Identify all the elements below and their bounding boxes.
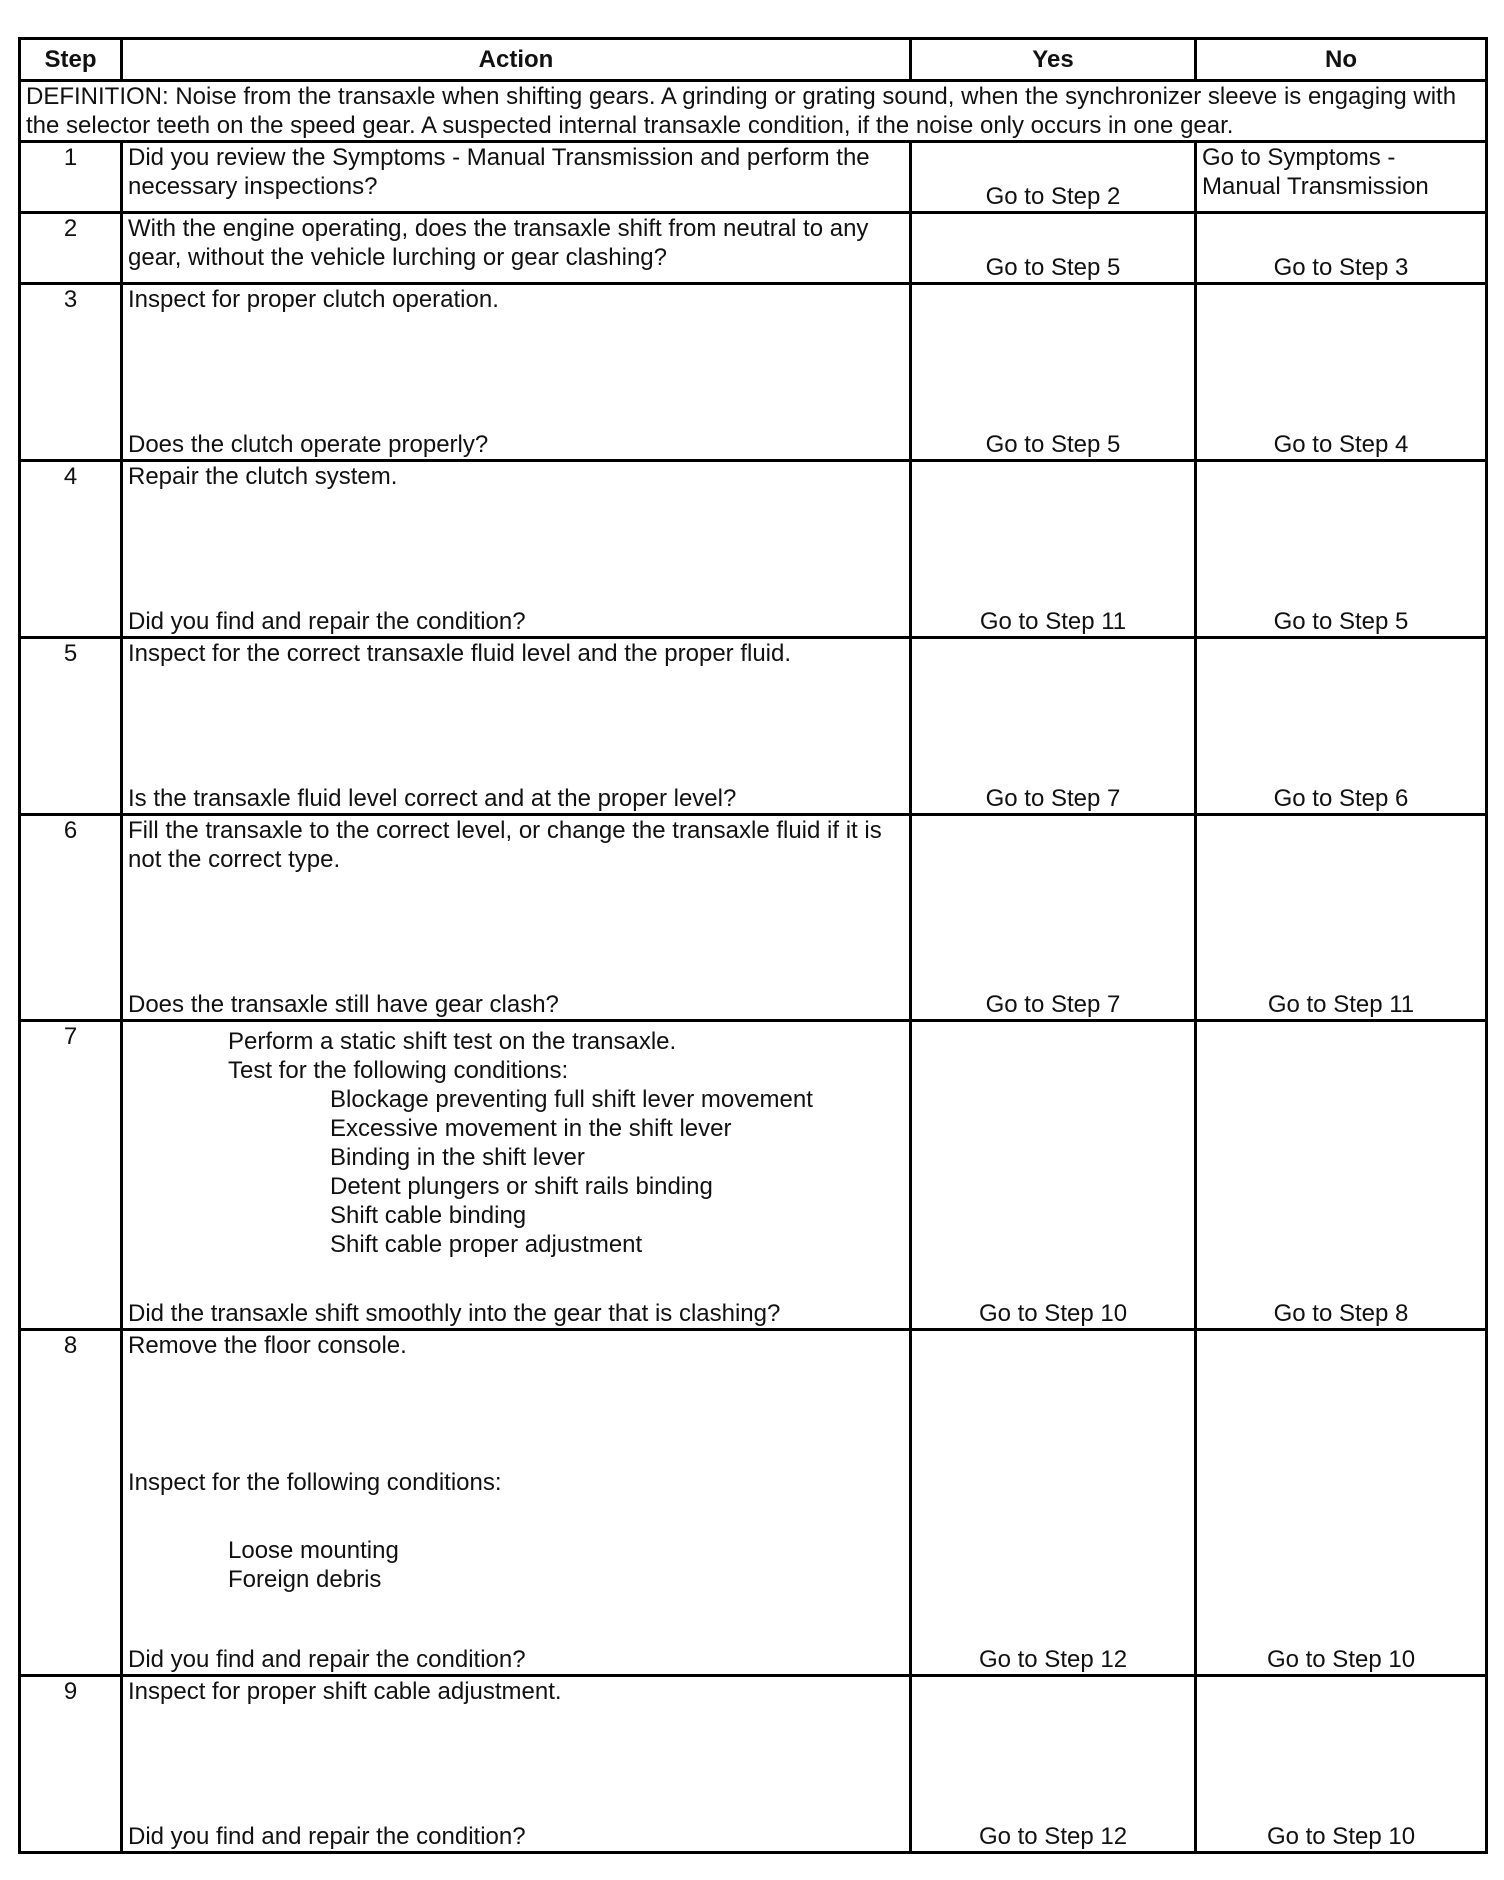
yes-link[interactable]: Go to Step 5 [911, 284, 1196, 461]
diagnostic-table [18, 37, 1488, 1854]
table-row [20, 1676, 1487, 1853]
action-question: Did you find and repair the condition? [128, 1823, 526, 1850]
definition-row [20, 81, 1487, 142]
step-number: 8 [20, 1330, 122, 1676]
yes-link[interactable]: Go to Step 11 [911, 461, 1196, 638]
condition-list [128, 1536, 399, 1594]
action-text: Did you review the Symptoms - Manual Transmission and perform the necessary inspections? [122, 142, 911, 213]
table-row [20, 1330, 1487, 1676]
yes-link[interactable]: Go to Step 7 [911, 815, 1196, 1021]
no-link[interactable]: Go to Step 6 [1196, 638, 1487, 815]
table-row [20, 213, 1487, 284]
action-question: Did you find and repair the condition? [128, 608, 526, 635]
inspect-instruction: Inspect for the following conditions: [128, 1469, 502, 1496]
yes-link[interactable]: Go to Step 2 [911, 142, 1196, 213]
action-question: Did the transaxle shift smoothly into the gear that is clashing? [128, 1300, 781, 1327]
definition-text: DEFINITION: Noise from the transaxle when shifting gears. A grinding or grating sound, when the synchronizer sleeve is engaging with the selector teeth on the speed gear. A suspected internal transaxle condition, if the noise only occurs in one gear. [20, 81, 1487, 142]
action-question: Is the transaxle fluid level correct and at the proper level? [128, 785, 737, 812]
header-no: No [1196, 39, 1487, 81]
condition-item: Blockage preventing full shift lever movement [330, 1086, 813, 1113]
no-link[interactable]: Go to Step 3 [1196, 213, 1487, 284]
table-row [20, 815, 1487, 1021]
action-instruction: Perform a static shift test on the transaxle. [228, 1028, 677, 1055]
diagnostic-table-container [18, 37, 1488, 1854]
step-number: 3 [20, 284, 122, 461]
no-link[interactable]: Go to Step 5 [1196, 461, 1487, 638]
step-number: 6 [20, 815, 122, 1021]
table-row [20, 638, 1487, 815]
no-link[interactable]: Go to Step 8 [1196, 1021, 1487, 1330]
action-cell [122, 284, 911, 461]
condition-item: Shift cable proper adjustment [330, 1231, 643, 1258]
action-instruction: Inspect for the correct transaxle fluid level and the proper fluid. [128, 640, 792, 667]
yes-link[interactable]: Go to Step 10 [911, 1021, 1196, 1330]
table-row [20, 1021, 1487, 1330]
action-instruction: Repair the clutch system. [128, 463, 398, 490]
action-instruction: Test for the following conditions: [228, 1057, 569, 1084]
no-link[interactable]: Go to Step 10 [1196, 1330, 1487, 1676]
condition-item: Excessive movement in the shift lever [330, 1115, 732, 1142]
step-number: 7 [20, 1021, 122, 1330]
action-cell [122, 461, 911, 638]
condition-item: Detent plungers or shift rails binding [330, 1173, 713, 1200]
step-number: 4 [20, 461, 122, 638]
step-number: 2 [20, 213, 122, 284]
yes-link[interactable]: Go to Step 5 [911, 213, 1196, 284]
action-instruction-block [128, 1027, 904, 1259]
action-instruction: Remove the floor console. [128, 1332, 407, 1359]
action-instruction: Inspect for proper clutch operation. [128, 286, 499, 313]
action-cell [122, 638, 911, 815]
action-cell [122, 1021, 911, 1330]
action-instruction: Fill the transaxle to the correct level, or change the transaxle fluid if it is not the correct type. [128, 817, 882, 873]
header-step: Step [20, 39, 122, 81]
action-cell [122, 1330, 911, 1676]
yes-link[interactable]: Go to Step 12 [911, 1330, 1196, 1676]
step-number: 9 [20, 1676, 122, 1853]
no-link[interactable]: Go to Symptoms - Manual Transmission [1196, 142, 1487, 213]
condition-item: Foreign debris [228, 1566, 382, 1593]
table-row [20, 142, 1487, 213]
action-cell [122, 1676, 911, 1853]
step-number: 5 [20, 638, 122, 815]
action-cell [122, 815, 911, 1021]
action-question: Does the clutch operate properly? [128, 431, 489, 458]
table-row [20, 284, 1487, 461]
action-instruction: Inspect for proper shift cable adjustment. [128, 1678, 562, 1705]
action-question: Does the transaxle still have gear clash? [128, 991, 559, 1018]
condition-item: Loose mounting [228, 1537, 399, 1564]
action-text: With the engine operating, does the transaxle shift from neutral to any gear, without the vehicle lurching or gear clashing? [122, 213, 911, 284]
no-link[interactable]: Go to Step 11 [1196, 815, 1487, 1021]
header-action: Action [122, 39, 911, 81]
step-number: 1 [20, 142, 122, 213]
condition-item: Shift cable binding [330, 1202, 527, 1229]
yes-link[interactable]: Go to Step 7 [911, 638, 1196, 815]
no-link[interactable]: Go to Step 4 [1196, 284, 1487, 461]
no-link[interactable]: Go to Step 10 [1196, 1676, 1487, 1853]
header-yes: Yes [911, 39, 1196, 81]
condition-item: Binding in the shift lever [330, 1144, 585, 1171]
action-question: Did you find and repair the condition? [128, 1646, 526, 1673]
yes-link[interactable]: Go to Step 12 [911, 1676, 1196, 1853]
header-row [20, 39, 1487, 81]
table-row [20, 461, 1487, 638]
